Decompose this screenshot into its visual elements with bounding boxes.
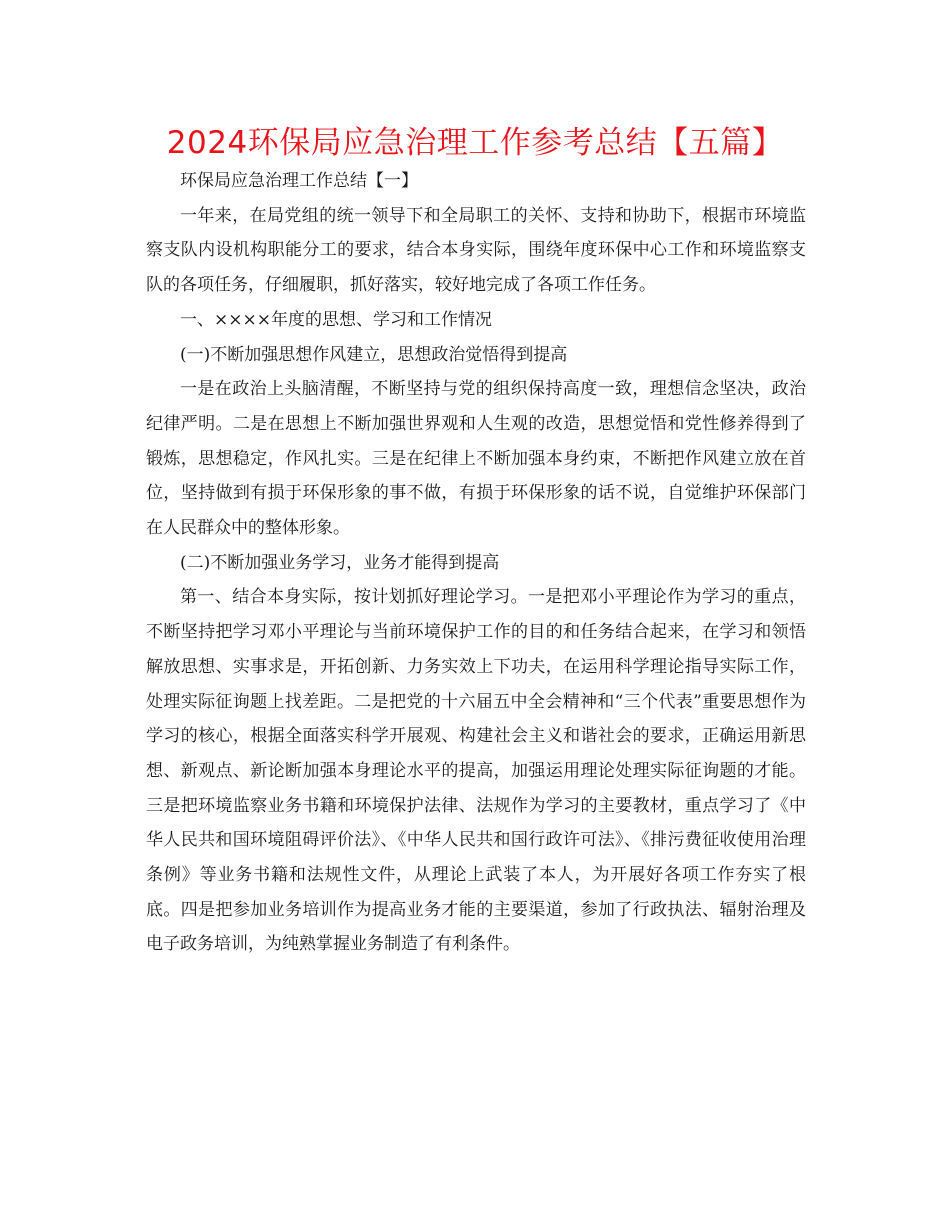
body-paragraph: 一年来，在局党组的统一领导下和全局职工的关怀、支持和协助下，根据市环境监察支队内设机构职能分工的要求，结合本身实际，围绕年度环保中心工作和环境监察支队的各项任务，仔细履职，抓好落实，较好地完成了各项工作任务。 [146, 205, 806, 296]
subsection-heading: (一)不断加强思想作风建立，思想政治觉悟得到提高 [180, 344, 568, 365]
section-heading: 一、××××年度的思想、学习和工作情况 [180, 309, 492, 330]
body-paragraph: 第一、结合本身实际，按计划抓好理论学习。一是把邓小平理论作为学习的重点，不断坚持把学习邓小平理论与当前环境保护工作的目的和任务结合起来，在学习和领悟解放思想、实事求是，开拓创新、力务实效上下功夫，在运用科学理论指导实际工作，处理实际征询题上找差距。二是把党的十六届五中全会精神和“三个代表”重要思想作为学习的核心，根据全面落实科学开展观、构建社会主义和谐社会的要求，正确运用新思想、新观点、新论断加强本身理论水平的提高，加强运用理论处理实际征询题的才能。三是把环境监察业务书籍和环境保护法律、法规作为学习的主要教材，重点学习了《中华人民共和国环境阻碍评价法》、《中华人民共和国行政许可法》、《排污费征收使用治理条例》等业务书籍和法规性文件，从理论上武装了本人，为开展好各项工作夯实了根底。四是把参加业务培训作为提高业务才能的主要渠道，参加了行政执法、辐射治理及电子政务培训，为纯熟掌握业务制造了有利条件。 [146, 587, 806, 955]
document-title: 2024环保局应急治理工作参考总结【五篇】 [166, 125, 784, 161]
section-heading: 环保局应急治理工作总结【一】 [180, 171, 418, 191]
document-body [146, 164, 806, 962]
body-paragraph: 一是在政治上头脑清醒，不断坚持与党的组织保持高度一致，理想信念坚决，政治纪律严明。二是在思想上不断加强世界观和人生观的改造，思想觉悟和党性修养得到了锻炼，思想稳定，作风扎实。三是在纪律上不断加强本身约束，不断把作风建立放在首位，坚持做到有损于环保形象的事不做，有损于环保形象的话不说，自觉维护环保部门在人民群众中的整体形象。 [146, 379, 806, 539]
subsection-heading: (二)不断加强业务学习，业务才能得到提高 [180, 552, 500, 573]
